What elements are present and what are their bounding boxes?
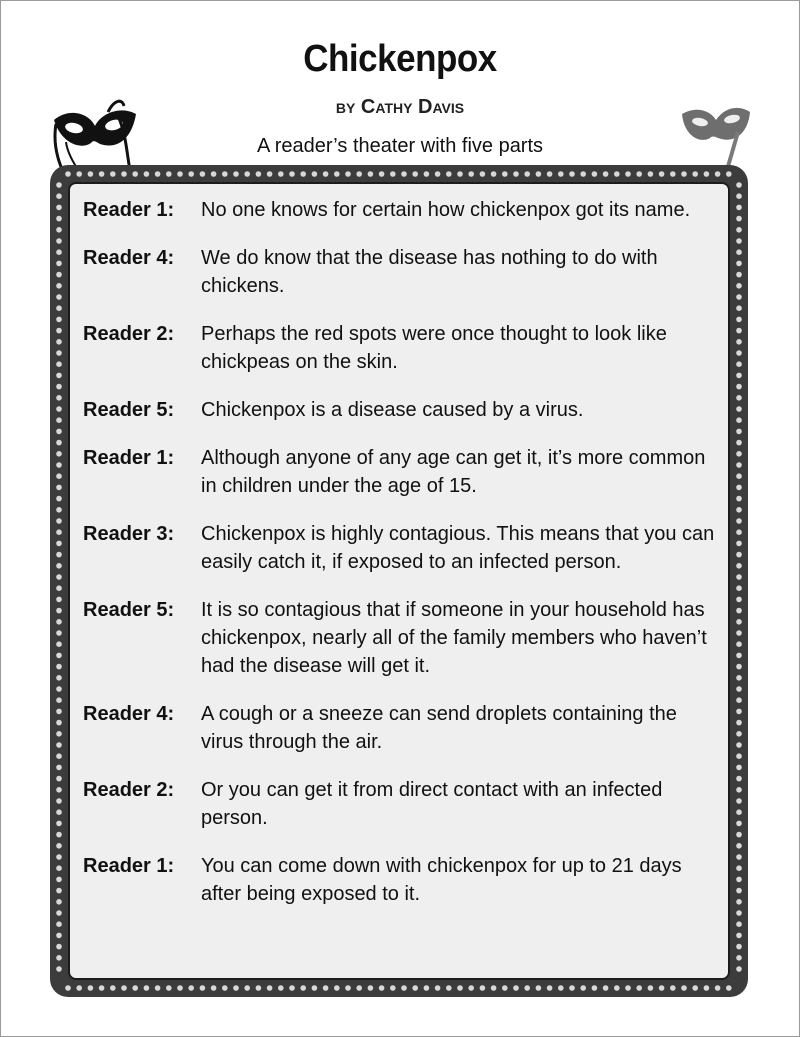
marquee-bulb bbox=[56, 753, 62, 759]
marquee-bulb bbox=[736, 473, 742, 479]
marquee-bulb bbox=[736, 585, 742, 591]
marquee-bulb bbox=[244, 985, 250, 991]
marquee-bulb bbox=[614, 171, 620, 177]
marquee-bulb bbox=[56, 686, 62, 692]
marquee-bulb bbox=[736, 563, 742, 569]
speech-text: We do know that the disease has nothing to do with chickens. bbox=[201, 247, 658, 297]
marquee-bulb bbox=[401, 171, 407, 177]
marquee-bulb bbox=[736, 899, 742, 905]
marquee-bulb bbox=[177, 985, 183, 991]
marquee-bulb bbox=[56, 328, 62, 334]
marquee-bulb bbox=[401, 985, 407, 991]
marquee-bulb bbox=[736, 921, 742, 927]
marquee-bulb bbox=[736, 518, 742, 524]
marquee-bulb bbox=[56, 630, 62, 636]
speaker-label: Reader 1: bbox=[83, 855, 175, 877]
marquee-bulb bbox=[56, 809, 62, 815]
marquee-bulb bbox=[692, 985, 698, 991]
marquee-bulb bbox=[312, 171, 318, 177]
marquee-bulb bbox=[88, 985, 94, 991]
marquee-bulb bbox=[267, 171, 273, 177]
marquee-bulb bbox=[56, 227, 62, 233]
marquee-bulb bbox=[736, 619, 742, 625]
marquee-bulb bbox=[692, 171, 698, 177]
marquee-bulb bbox=[121, 985, 127, 991]
marquee-bulb bbox=[267, 985, 273, 991]
marquee-bulb bbox=[736, 328, 742, 334]
speaker-label: Reader 5: bbox=[83, 399, 175, 421]
marquee-bulb bbox=[56, 350, 62, 356]
script-line bbox=[83, 700, 723, 756]
marquee-bulb bbox=[56, 955, 62, 961]
marquee-bulb bbox=[736, 440, 742, 446]
marquee-bulb bbox=[390, 985, 396, 991]
marquee-bulb bbox=[580, 985, 586, 991]
marquee-bulb bbox=[188, 171, 194, 177]
marquee-bulb bbox=[323, 985, 329, 991]
marquee-bulb bbox=[670, 171, 676, 177]
marquee-bulb bbox=[736, 238, 742, 244]
marquee-bulb bbox=[736, 216, 742, 222]
speaker-label: Reader 3: bbox=[83, 523, 175, 545]
marquee-bulb bbox=[569, 171, 575, 177]
marquee-bulb bbox=[132, 171, 138, 177]
marquee-bulb bbox=[99, 985, 105, 991]
marquee-bulb bbox=[736, 641, 742, 647]
marquee-bulb bbox=[502, 985, 508, 991]
marquee-bulb bbox=[736, 664, 742, 670]
marquee-bulb bbox=[736, 205, 742, 211]
marquee-bulb bbox=[736, 675, 742, 681]
marquee-bulb bbox=[56, 440, 62, 446]
marquee-bulb bbox=[736, 496, 742, 502]
marquee-bulb bbox=[56, 787, 62, 793]
marquee-bulb bbox=[300, 985, 306, 991]
marquee-bulb bbox=[56, 283, 62, 289]
speech-text: Chickenpox is a disease caused by a virus. bbox=[201, 399, 584, 421]
marquee-bulb bbox=[736, 361, 742, 367]
script-line bbox=[83, 444, 723, 500]
marquee-bulb bbox=[736, 541, 742, 547]
marquee-bulb bbox=[536, 171, 542, 177]
marquee-bulb bbox=[736, 955, 742, 961]
marquee-bulb bbox=[188, 985, 194, 991]
marquee-bulb bbox=[56, 821, 62, 827]
marquee-bulb bbox=[547, 171, 553, 177]
marquee-bulb bbox=[736, 283, 742, 289]
marquee-bulb bbox=[648, 985, 654, 991]
marquee-bulb bbox=[524, 171, 530, 177]
marquee-bulb bbox=[56, 709, 62, 715]
marquee-bulb bbox=[233, 171, 239, 177]
marquee-bulb bbox=[289, 985, 295, 991]
marquee-bulb bbox=[412, 171, 418, 177]
marquee-bulb bbox=[56, 854, 62, 860]
marquee-bulb bbox=[736, 305, 742, 311]
marquee-bulb bbox=[379, 171, 385, 177]
marquee-bulb bbox=[56, 406, 62, 412]
marquee-bulb bbox=[625, 171, 631, 177]
marquee-bulb bbox=[457, 985, 463, 991]
marquee-bulb bbox=[736, 193, 742, 199]
marquee-bulb bbox=[670, 985, 676, 991]
script-line bbox=[83, 244, 723, 300]
marquee-bulb bbox=[736, 720, 742, 726]
speech-text: A cough or a sneeze can send droplets containing the virus through the air. bbox=[201, 703, 677, 753]
marquee-bulb bbox=[736, 832, 742, 838]
marquee-bulb bbox=[56, 832, 62, 838]
speech-text: It is so contagious that if someone in your household has chickenpox, nearly all of the family members who haven’t had the disease will get it. bbox=[201, 599, 707, 677]
marquee-bulb bbox=[88, 171, 94, 177]
marquee-bulb bbox=[144, 985, 150, 991]
marquee-bulb bbox=[681, 985, 687, 991]
marquee-bulb bbox=[736, 798, 742, 804]
marquee-bulb bbox=[736, 709, 742, 715]
marquee-bulb bbox=[592, 985, 598, 991]
marquee-bulb bbox=[56, 305, 62, 311]
marquee-bulb bbox=[56, 742, 62, 748]
marquee-bulb bbox=[56, 765, 62, 771]
marquee-bulb bbox=[56, 720, 62, 726]
marquee-bulb bbox=[56, 944, 62, 950]
marquee-bulb bbox=[736, 227, 742, 233]
marquee-bulb bbox=[524, 985, 530, 991]
marquee-bulb bbox=[736, 888, 742, 894]
marquee-bulb bbox=[736, 261, 742, 267]
marquee-bulb bbox=[222, 171, 228, 177]
marquee-bulb bbox=[736, 529, 742, 535]
marquee-bulb bbox=[56, 473, 62, 479]
marquee-bulb bbox=[56, 597, 62, 603]
speech-text: No one knows for certain how chickenpox got its name. bbox=[201, 199, 691, 221]
speech-text: Or you can get it from direct contact with an infected person. bbox=[201, 779, 663, 829]
speaker-label: Reader 2: bbox=[83, 779, 175, 801]
marquee-bulb bbox=[278, 985, 284, 991]
marquee-bulb bbox=[736, 821, 742, 827]
marquee-bulb bbox=[256, 985, 262, 991]
speaker-label: Reader 4: bbox=[83, 247, 175, 269]
marquee-bulb bbox=[736, 395, 742, 401]
marquee-bulb bbox=[56, 238, 62, 244]
marquee-bulb bbox=[648, 171, 654, 177]
marquee-bulb bbox=[580, 171, 586, 177]
marquee-bulb bbox=[56, 417, 62, 423]
marquee-bulb bbox=[536, 985, 542, 991]
script-line bbox=[83, 396, 723, 424]
subtitle: A reader’s theater with five parts bbox=[256, 135, 544, 157]
marquee-bulb bbox=[736, 485, 742, 491]
marquee-bulb bbox=[736, 406, 742, 412]
marquee-bulb bbox=[736, 944, 742, 950]
marquee-bulb bbox=[736, 843, 742, 849]
script-lines bbox=[83, 196, 723, 928]
marquee-bulb bbox=[99, 171, 105, 177]
marquee-bulb bbox=[56, 429, 62, 435]
marquee-bulb bbox=[177, 171, 183, 177]
marquee-bulb bbox=[502, 171, 508, 177]
marquee-bulb bbox=[56, 272, 62, 278]
marquee-bulb bbox=[736, 373, 742, 379]
marquee-bulb bbox=[56, 373, 62, 379]
marquee-bulb bbox=[412, 985, 418, 991]
marquee-bulb bbox=[368, 171, 374, 177]
marquee-bulb bbox=[56, 529, 62, 535]
marquee-bulb bbox=[56, 249, 62, 255]
marquee-bulb bbox=[736, 877, 742, 883]
speech-text: Although anyone of any age can get it, it’s more common in children under the age of 15. bbox=[201, 447, 706, 497]
marquee-bulb bbox=[56, 731, 62, 737]
speaker-label: Reader 5: bbox=[83, 599, 175, 621]
marquee-bulb bbox=[491, 985, 497, 991]
marquee-bulb bbox=[736, 272, 742, 278]
marquee-bulb bbox=[736, 417, 742, 423]
marquee-bulb bbox=[56, 888, 62, 894]
script-line bbox=[83, 852, 723, 908]
marquee-bulb bbox=[166, 985, 172, 991]
speaker-label: Reader 1: bbox=[83, 447, 175, 469]
marquee-bulb bbox=[56, 317, 62, 323]
marquee-bulb bbox=[56, 485, 62, 491]
marquee-bulb bbox=[736, 630, 742, 636]
marquee-bulb bbox=[56, 451, 62, 457]
marquee-bulb bbox=[56, 205, 62, 211]
marquee-bulb bbox=[736, 350, 742, 356]
marquee-bulb bbox=[211, 985, 217, 991]
marquee-bulb bbox=[356, 171, 362, 177]
marquee-bulb bbox=[56, 966, 62, 972]
marquee-bulb bbox=[76, 985, 82, 991]
marquee-bulb bbox=[736, 787, 742, 793]
marquee-bulb bbox=[704, 985, 710, 991]
script-line bbox=[83, 196, 723, 224]
marquee-bulb bbox=[56, 574, 62, 580]
marquee-bulb bbox=[379, 985, 385, 991]
marquee-bulb bbox=[736, 339, 742, 345]
marquee-bulb bbox=[736, 608, 742, 614]
marquee-bulb bbox=[166, 171, 172, 177]
marquee-bulb bbox=[65, 985, 71, 991]
marquee-bulb bbox=[278, 171, 284, 177]
marquee-bulb bbox=[56, 697, 62, 703]
marquee-bulb bbox=[56, 193, 62, 199]
marquee-bulb bbox=[435, 985, 441, 991]
marquee-bulb bbox=[56, 910, 62, 916]
marquee-bulb bbox=[56, 541, 62, 547]
marquee-bulb bbox=[468, 985, 474, 991]
marquee-bulb bbox=[457, 171, 463, 177]
marquee-bulb bbox=[110, 985, 116, 991]
marquee-bulb bbox=[56, 552, 62, 558]
marquee-bulb bbox=[736, 933, 742, 939]
marquee-bulb bbox=[200, 171, 206, 177]
marquee-bulb bbox=[736, 731, 742, 737]
marquee-bulb bbox=[256, 171, 262, 177]
marquee-bulb bbox=[56, 843, 62, 849]
marquee-bulb bbox=[736, 507, 742, 513]
marquee-bulb bbox=[603, 171, 609, 177]
script-line bbox=[83, 520, 723, 576]
marquee-bulb bbox=[56, 653, 62, 659]
marquee-bulb bbox=[480, 985, 486, 991]
marquee-bulb bbox=[592, 171, 598, 177]
marquee-bulb bbox=[736, 742, 742, 748]
marquee-bulb bbox=[56, 507, 62, 513]
marquee-bulb bbox=[736, 765, 742, 771]
marquee-bulb bbox=[736, 653, 742, 659]
marquee-bulb bbox=[56, 776, 62, 782]
marquee-bulb bbox=[614, 985, 620, 991]
marquee-bulb bbox=[155, 171, 161, 177]
marquee-bulb bbox=[736, 384, 742, 390]
marquee-bulb bbox=[715, 171, 721, 177]
marquee-bulb bbox=[424, 171, 430, 177]
marquee-bulb bbox=[704, 171, 710, 177]
marquee-bulb bbox=[76, 171, 82, 177]
marquee-bulb bbox=[736, 753, 742, 759]
marquee-bulb bbox=[736, 854, 742, 860]
marquee-bulb bbox=[211, 171, 217, 177]
marquee-bulb bbox=[345, 171, 351, 177]
marquee-bulb bbox=[345, 985, 351, 991]
marquee-bulb bbox=[736, 809, 742, 815]
marquee-bulb bbox=[334, 171, 340, 177]
marquee-bulb bbox=[558, 171, 564, 177]
marquee-bulb bbox=[736, 776, 742, 782]
marquee-bulb bbox=[56, 395, 62, 401]
marquee-bulb bbox=[736, 294, 742, 300]
marquee-bulb bbox=[65, 171, 71, 177]
marquee-bulb bbox=[736, 182, 742, 188]
marquee-bulb bbox=[144, 171, 150, 177]
marquee-bulb bbox=[356, 985, 362, 991]
marquee-bulb bbox=[736, 597, 742, 603]
marquee-bulb bbox=[468, 171, 474, 177]
marquee-bulb bbox=[155, 985, 161, 991]
marquee-bulb bbox=[56, 641, 62, 647]
speech-text: Chickenpox is highly contagious. This means that you can easily catch it, if exposed to an infected person. bbox=[201, 523, 715, 573]
marquee-bulb bbox=[736, 574, 742, 580]
page-title: Chickenpox bbox=[303, 38, 497, 80]
marquee-bulb bbox=[726, 985, 732, 991]
marquee-bulb bbox=[736, 910, 742, 916]
marquee-bulb bbox=[513, 985, 519, 991]
marquee-bulb bbox=[121, 171, 127, 177]
marquee-bulb bbox=[222, 985, 228, 991]
speaker-label: Reader 4: bbox=[83, 703, 175, 725]
speaker-label: Reader 2: bbox=[83, 323, 175, 345]
script-line bbox=[83, 320, 723, 376]
marquee-bulb bbox=[56, 361, 62, 367]
marquee-bulb bbox=[558, 985, 564, 991]
marquee-bulb bbox=[636, 171, 642, 177]
marquee-bulb bbox=[736, 966, 742, 972]
marquee-bulb bbox=[659, 171, 665, 177]
marquee-bulb bbox=[56, 608, 62, 614]
marquee-bulb bbox=[56, 384, 62, 390]
script-line bbox=[83, 596, 723, 680]
marquee-bulb bbox=[56, 865, 62, 871]
marquee-bulb bbox=[56, 933, 62, 939]
marquee-bulb bbox=[480, 171, 486, 177]
marquee-bulb bbox=[56, 462, 62, 468]
marquee-bulb bbox=[435, 171, 441, 177]
marquee-bulb bbox=[56, 518, 62, 524]
marquee-bulb bbox=[56, 899, 62, 905]
marquee-bulb bbox=[56, 877, 62, 883]
marquee-bulb bbox=[547, 985, 553, 991]
marquee-bulb bbox=[681, 171, 687, 177]
marquee-bulb bbox=[659, 985, 665, 991]
marquee-bulb bbox=[244, 171, 250, 177]
marquee-bulb bbox=[726, 171, 732, 177]
marquee-bulb bbox=[569, 985, 575, 991]
marquee-bulb bbox=[446, 985, 452, 991]
marquee-bulb bbox=[132, 985, 138, 991]
marquee-bulb bbox=[56, 619, 62, 625]
marquee-bulb bbox=[736, 249, 742, 255]
marquee-bulb bbox=[200, 985, 206, 991]
marquee-bulb bbox=[56, 798, 62, 804]
marquee-bulb bbox=[233, 985, 239, 991]
marquee-bulb bbox=[603, 985, 609, 991]
speaker-label: Reader 1: bbox=[83, 199, 175, 221]
marquee-bulb bbox=[736, 686, 742, 692]
marquee-bulb bbox=[56, 496, 62, 502]
marquee-bulb bbox=[736, 865, 742, 871]
marquee-bulb bbox=[300, 171, 306, 177]
marquee-bulb bbox=[424, 985, 430, 991]
marquee-bulb bbox=[368, 985, 374, 991]
marquee-bulb bbox=[110, 171, 116, 177]
marquee-bulb bbox=[736, 552, 742, 558]
marquee-bulb bbox=[491, 171, 497, 177]
marquee-bulb bbox=[513, 171, 519, 177]
marquee-bulb bbox=[736, 697, 742, 703]
marquee-bulb bbox=[446, 171, 452, 177]
marquee-bulb bbox=[56, 921, 62, 927]
marquee-bulb bbox=[736, 462, 742, 468]
marquee-bulb bbox=[323, 171, 329, 177]
marquee-bulb bbox=[390, 171, 396, 177]
marquee-bulb bbox=[56, 339, 62, 345]
marquee-bulb bbox=[736, 317, 742, 323]
marquee-bulb bbox=[736, 451, 742, 457]
marquee-bulb bbox=[312, 985, 318, 991]
script-line bbox=[83, 776, 723, 832]
marquee-bulb bbox=[56, 216, 62, 222]
byline: by Cathy Davis bbox=[335, 96, 465, 118]
marquee-bulb bbox=[56, 563, 62, 569]
marquee-bulb bbox=[715, 985, 721, 991]
marquee-bulb bbox=[56, 261, 62, 267]
marquee-bulb bbox=[334, 985, 340, 991]
marquee-bulb bbox=[56, 182, 62, 188]
marquee-bulb bbox=[736, 429, 742, 435]
marquee-bulb bbox=[625, 985, 631, 991]
marquee-bulb bbox=[56, 294, 62, 300]
marquee-bulb bbox=[56, 675, 62, 681]
marquee-bulb bbox=[56, 585, 62, 591]
speech-text: You can come down with chickenpox for up to 21 days after being exposed to it. bbox=[201, 855, 682, 905]
marquee-bulb bbox=[56, 664, 62, 670]
speech-text: Perhaps the red spots were once thought to look like chickpeas on the skin. bbox=[201, 323, 667, 373]
marquee-bulb bbox=[636, 985, 642, 991]
marquee-bulb bbox=[289, 171, 295, 177]
